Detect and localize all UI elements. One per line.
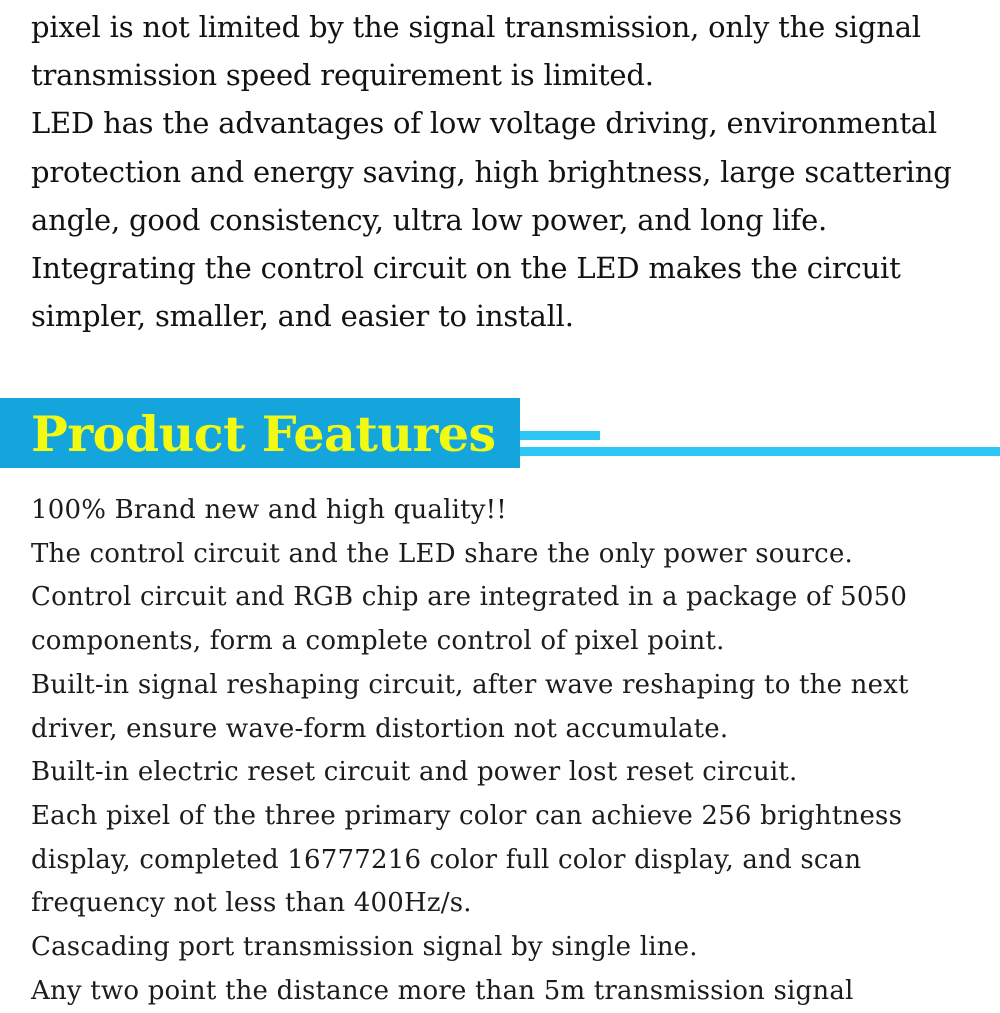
decorative-rule-long (520, 447, 1000, 456)
intro-text-line: transmission speed requirement is limited. (31, 58, 654, 93)
features-list (31, 489, 1000, 1013)
feature-text-line: Built-in signal reshaping circuit, after wave reshaping to the next (31, 669, 909, 700)
intro-text-line: pixel is not limited by the signal transmission, only the signal (31, 10, 921, 44)
feature-text-line: Control circuit and RGB chip are integrated in a package of 5050 (31, 582, 908, 613)
intro-text-line: simpler, smaller, and easier to install. (31, 299, 574, 334)
intro-text-line: protection and energy saving, high brightness, large scattering (31, 154, 952, 189)
feature-text-line: display, completed 16777216 color full color display, and scan (31, 844, 862, 875)
decorative-rule-short (520, 431, 600, 440)
intro-paragraph (31, 3, 991, 340)
intro-text-line: LED has the advantages of low voltage driving, environmental (31, 106, 937, 141)
section-title: Product Features (31, 405, 496, 463)
feature-text-line: Cascading port transmission signal by single line. (31, 932, 698, 963)
feature-text-line: Built-in electric reset circuit and power lost reset circuit. (31, 757, 798, 788)
intro-text-line: angle, good consistency, ultra low power, and long life. (31, 202, 828, 237)
section-banner (0, 398, 520, 468)
feature-text-line: driver, ensure wave-form distortion not accumulate. (31, 713, 729, 744)
intro-text-line: Integrating the control circuit on the LED makes the circuit (31, 251, 901, 286)
feature-text-line: Any two point the distance more than 5m transmission signal (31, 975, 854, 1006)
feature-text-line: components, form a complete control of pixel point. (31, 626, 725, 657)
feature-text-line: Each pixel of the three primary color can achieve 256 brightness (31, 800, 903, 831)
feature-text-line: The control circuit and the LED share the only power source. (31, 538, 853, 569)
feature-text-line: frequency not less than 400Hz/s. (31, 888, 472, 919)
feature-text-line: 100% Brand new and high quality!! (31, 495, 507, 525)
